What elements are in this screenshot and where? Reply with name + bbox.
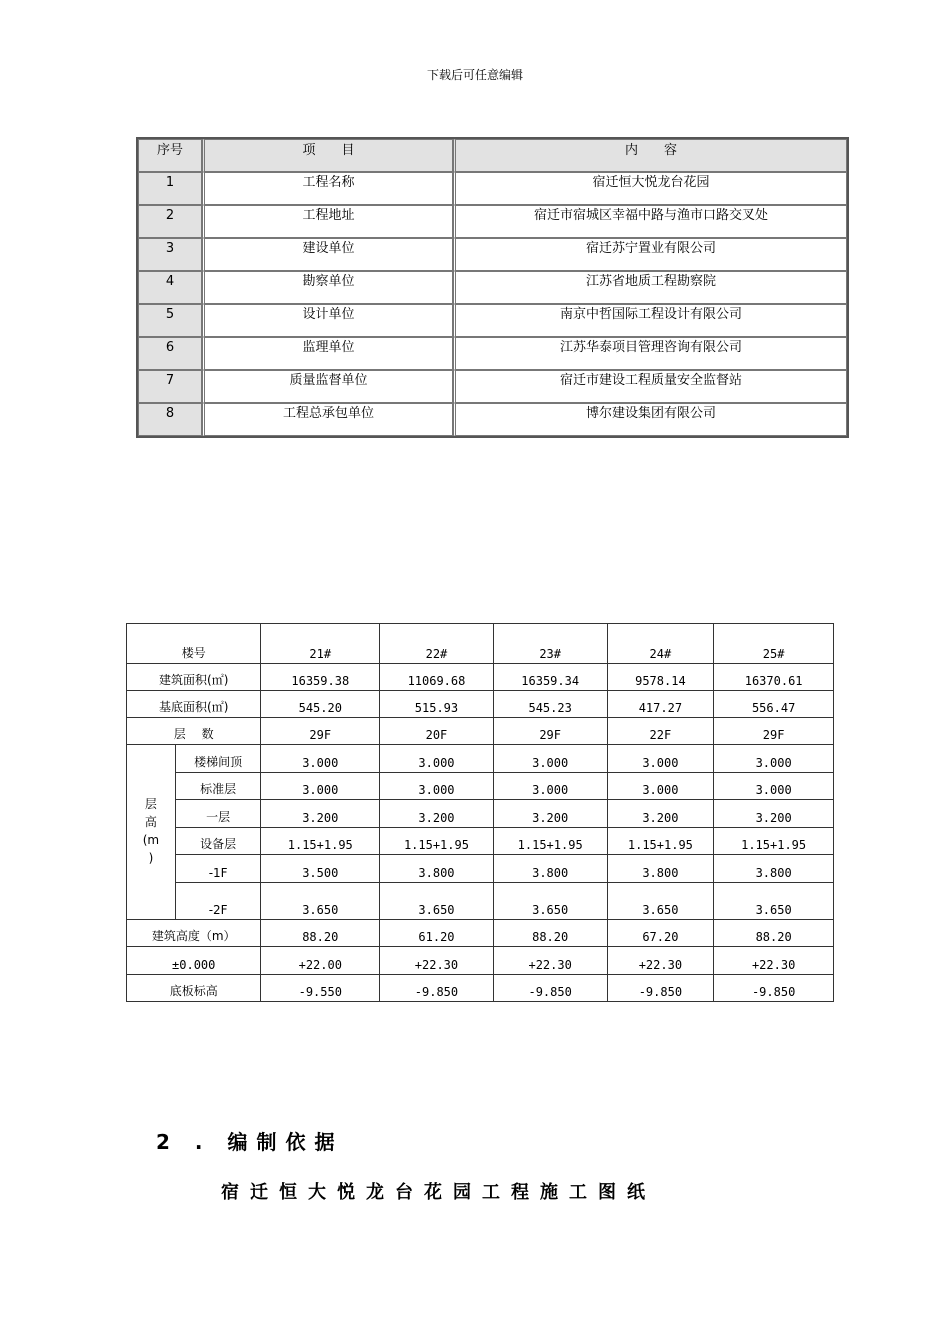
label-building-height: 建筑高度（m） [127,920,261,947]
row-item: 勘察单位 [202,271,453,304]
row-content: 江苏省地质工程勘察院 [453,271,847,304]
cell-value: 29F [261,718,380,745]
cell-value: 3.000 [261,745,380,773]
row-index: 2 [138,205,202,238]
table-row [127,800,834,828]
cell-value: 3.000 [714,773,834,800]
table-row [138,304,847,337]
row-index: 8 [138,403,202,436]
cell-value: -9.850 [380,975,494,1002]
row-item: 工程地址 [202,205,453,238]
table-row [138,271,847,304]
table-row [138,172,847,205]
cell-value: +22.30 [714,947,834,975]
row-content: 宿迁市建设工程质量安全监督站 [453,370,847,403]
cell-value: 3.000 [380,773,494,800]
cell-value: 16359.34 [493,664,607,691]
label-base-area: 基底面积(㎡) [127,691,261,718]
cell-value: 3.650 [714,883,834,920]
table-row [127,664,834,691]
cell-value: 1.15+1.95 [714,828,834,855]
cell-value: 3.000 [493,745,607,773]
cell-value: 3.800 [380,855,494,883]
table-row [127,855,834,883]
cell-value: 29F [714,718,834,745]
row-index: 6 [138,337,202,370]
cell-value: 88.20 [714,920,834,947]
cell-value: 545.20 [261,691,380,718]
section-title: 2 . 编制依据 [156,1130,344,1154]
cell-value: 3.200 [261,800,380,828]
cell-value: +22.00 [261,947,380,975]
table-row [127,828,834,855]
row-label: 楼梯间顶 [175,745,261,773]
cell-value: +22.30 [493,947,607,975]
table-row [127,745,834,773]
row-content: 南京中哲国际工程设计有限公司 [453,304,847,337]
cell-value: 1.15+1.95 [607,828,714,855]
cell-value: 3.000 [714,745,834,773]
cell-value: 417.27 [607,691,714,718]
cell-value: 545.23 [493,691,607,718]
cell-value: 20F [380,718,494,745]
table-row [127,947,834,975]
label-zero-elevation: ±0.000 [127,947,261,975]
cell-value: 22F [607,718,714,745]
cell-value: +22.30 [380,947,494,975]
table-row [127,975,834,1002]
table-row [138,370,847,403]
row-label: 一层 [175,800,261,828]
header-content: 内 容 [453,139,847,172]
row-label: 设备层 [175,828,261,855]
cell-value: 3.800 [714,855,834,883]
label-gross-area: 建筑面积(㎡) [127,664,261,691]
cell-value: 515.93 [380,691,494,718]
row-content: 博尔建设集团有限公司 [453,403,847,436]
cell-value: 88.20 [261,920,380,947]
row-content: 江苏华泰项目管理咨询有限公司 [453,337,847,370]
table-row [138,238,847,271]
row-item: 工程名称 [202,172,453,205]
cell-value: 11069.68 [380,664,494,691]
row-item: 质量监督单位 [202,370,453,403]
section-subtitle: 宿迁恒大悦龙台花园工程施工图纸 [221,1182,656,1203]
building-number: 23# [493,624,607,664]
cell-value: 16370.61 [714,664,834,691]
row-item: 工程总承包单位 [202,403,453,436]
table-row [127,920,834,947]
table-row [127,691,834,718]
cell-value: -9.850 [714,975,834,1002]
row-item: 建设单位 [202,238,453,271]
cell-value: 3.650 [380,883,494,920]
cell-value: 88.20 [493,920,607,947]
label-floor-height-group: 层 高 (m ) [127,745,176,920]
header-index: 序号 [138,139,202,172]
row-item: 设计单位 [202,304,453,337]
cell-value: -9.850 [607,975,714,1002]
cell-value: 29F [493,718,607,745]
cell-value: 1.15+1.95 [261,828,380,855]
header-item: 项 目 [202,139,453,172]
cell-value: 556.47 [714,691,834,718]
project-info-table [136,137,849,438]
cell-value: 3.000 [261,773,380,800]
label-floors: 层 数 [127,718,261,745]
table-row [138,205,847,238]
row-content: 宿迁苏宁置业有限公司 [453,238,847,271]
table-row [127,773,834,800]
table-header-row [138,139,847,172]
row-label: 标准层 [175,773,261,800]
row-index: 7 [138,370,202,403]
building-number: 21# [261,624,380,664]
cell-value: 3.000 [380,745,494,773]
cell-value: 67.20 [607,920,714,947]
cell-value: +22.30 [607,947,714,975]
cell-value: 3.800 [607,855,714,883]
row-index: 3 [138,238,202,271]
table-row [127,624,834,664]
header-note: 下载后可任意编辑 [426,68,523,82]
cell-value: -9.550 [261,975,380,1002]
cell-value: 3.200 [380,800,494,828]
building-parameters-table [126,623,834,1002]
row-index: 5 [138,304,202,337]
cell-value: 3.800 [493,855,607,883]
cell-value: 3.500 [261,855,380,883]
label-slab-elevation: 底板标高 [127,975,261,1002]
cell-value: 61.20 [380,920,494,947]
cell-value: 3.000 [493,773,607,800]
cell-value: 3.000 [607,773,714,800]
table-row [138,337,847,370]
cell-value: 1.15+1.95 [380,828,494,855]
row-index: 4 [138,271,202,304]
row-index: 1 [138,172,202,205]
cell-value: 1.15+1.95 [493,828,607,855]
cell-value: 3.200 [493,800,607,828]
cell-value: 9578.14 [607,664,714,691]
cell-value: 3.650 [493,883,607,920]
row-item: 监理单位 [202,337,453,370]
cell-value: 3.000 [607,745,714,773]
cell-value: -9.850 [493,975,607,1002]
table-row [127,883,834,920]
row-content: 宿迁恒大悦龙台花园 [453,172,847,205]
row-label: -2F [175,883,261,920]
cell-value: 3.200 [714,800,834,828]
row-content: 宿迁市宿城区幸福中路与渔市口路交叉处 [453,205,847,238]
building-number: 25# [714,624,834,664]
building-number: 24# [607,624,714,664]
cell-value: 16359.38 [261,664,380,691]
cell-value: 3.650 [607,883,714,920]
building-number: 22# [380,624,494,664]
cell-value: 3.650 [261,883,380,920]
label-building-no: 楼号 [127,624,261,664]
cell-value: 3.200 [607,800,714,828]
table-row [138,403,847,436]
row-label: -1F [175,855,261,883]
table-row [127,718,834,745]
